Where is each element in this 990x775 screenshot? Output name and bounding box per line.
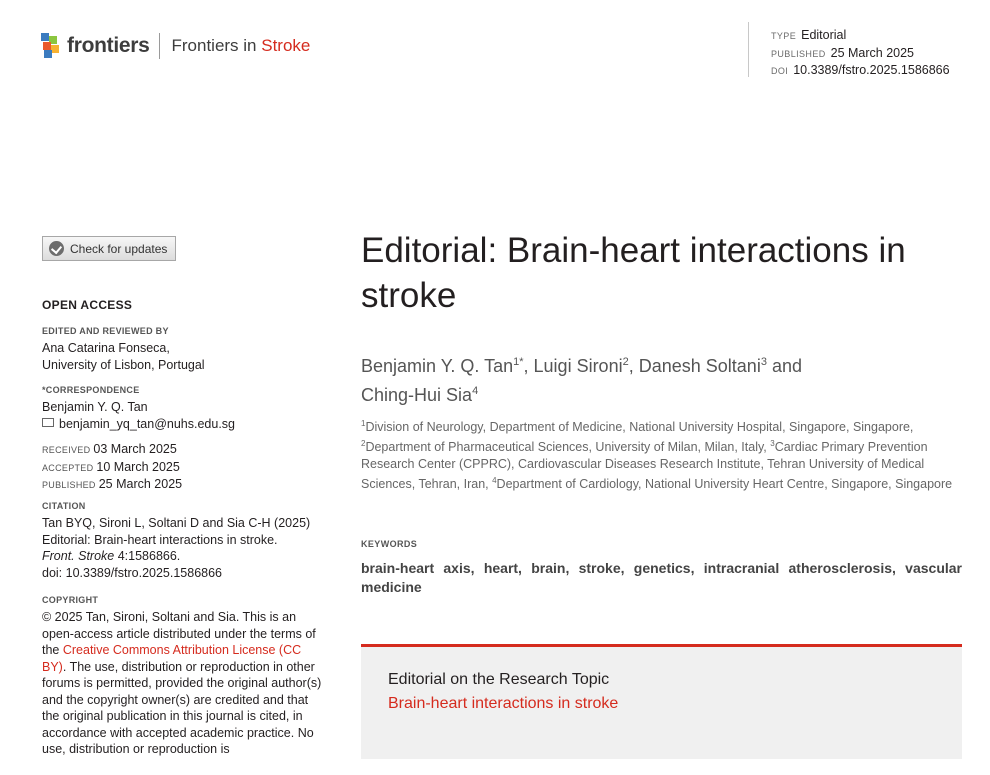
brand-name: frontiers: [67, 34, 150, 57]
author-list: Benjamin Y. Q. Tan$^{1*}$, Luigi Sironi$^2$, Danesh Soltani$^3$ and Ching-Hui Sia$^4$: [361, 356, 802, 405]
correspondence-section: *CORRESPONDENCE Benjamin Y. Q. Tan benjamin_yq_tan@nuhs.edu.sg: [42, 385, 236, 431]
author[interactable]: Ching-Hui Sia$^4$: [361, 385, 479, 405]
mail-icon: [42, 418, 54, 427]
keywords: brain-heart axis, heart, brain, stroke, genetics, intracranial atherosclerosis, vascular medicine: [361, 560, 962, 595]
check-for-updates-button[interactable]: Check for updates: [42, 236, 176, 261]
corr-email[interactable]: benjamin_yq_tan@nuhs.edu.sg: [59, 416, 236, 431]
author[interactable]: Benjamin Y. Q. Tan$^{1*}$: [361, 356, 524, 376]
article-title: Editorial: Brain-heart interactions in stroke: [361, 231, 906, 315]
edited-by-section: EDITED AND REVIEWED BY Ana Catarina Fonseca, University of Lisbon, Portugal: [42, 326, 205, 372]
published-date: 25 March 2025: [830, 45, 915, 60]
copyright-section: COPYRIGHT © 2025 Tan, Sironi, Soltani and Sia. This is an open-access article distributed under the terms of the Creative Commons Attribution License (CC BY). The use, distribution or reproduction in other forums is permitted, provided the original author(s) and the copyright owner(s) are credited and that the original publication in this journal is cited, in accordance with accepted academic practice. No use, distribution or reproduction is: [42, 595, 322, 756]
cc-by-license-link[interactable]: Creative Commons Attribution License (CC BY): [42, 643, 302, 674]
article-type: Editorial: [801, 28, 847, 42]
article-meta: TYPE Editorial PUBLISHED 25 March 2025 DOI 10.3389/fstro.2025.1586866: [771, 28, 950, 77]
check-icon: [49, 241, 64, 256]
author[interactable]: Danesh Soltani$^3$: [638, 356, 767, 376]
author[interactable]: Luigi Sironi$^2$: [533, 356, 629, 376]
affiliations: $^1$Division of Neurology, Department of Medicine, National University Hospital, Singapore, Singapore, $^2$Department of Pharmaceutical Sciences, University of Milan, Milan, Italy, $^3$Cardiac Primary Prevention Research Center (CPPRC), Cardiovascular Diseases Research Institute, Tehran University of Medical Sciences, Tehran, Iran, $^4$Department of Cardiology, National University Heart Centre, Singapore, Singapore: [361, 419, 953, 491]
frontiers-logo[interactable]: [41, 33, 310, 59]
meta-divider: [748, 22, 749, 77]
keywords-heading: KEYWORDS: [361, 539, 418, 549]
journal-name[interactable]: Frontiers in Stroke: [171, 36, 311, 55]
logo-divider: [159, 33, 160, 59]
dates-section: RECEIVED 03 March 2025 ACCEPTED 10 March 2025 PUBLISHED 25 March 2025: [42, 442, 183, 491]
research-topic-lead: Editorial on the Research Topic: [388, 671, 610, 688]
citation-section: CITATION Tan BYQ, Sironi L, Soltani D and Sia C-H (2025) Editorial: Brain-heart interactions in stroke. Front. Stroke 4:1586866. doi: 10.3389/fstro.2025.1586866: [42, 501, 311, 580]
research-topic-link[interactable]: Brain-heart interactions in stroke: [388, 695, 619, 712]
open-access-label: OPEN ACCESS: [42, 298, 133, 312]
frontiers-mark-icon: [41, 33, 63, 59]
doi[interactable]: 10.3389/fstro.2025.1586866: [793, 63, 950, 77]
